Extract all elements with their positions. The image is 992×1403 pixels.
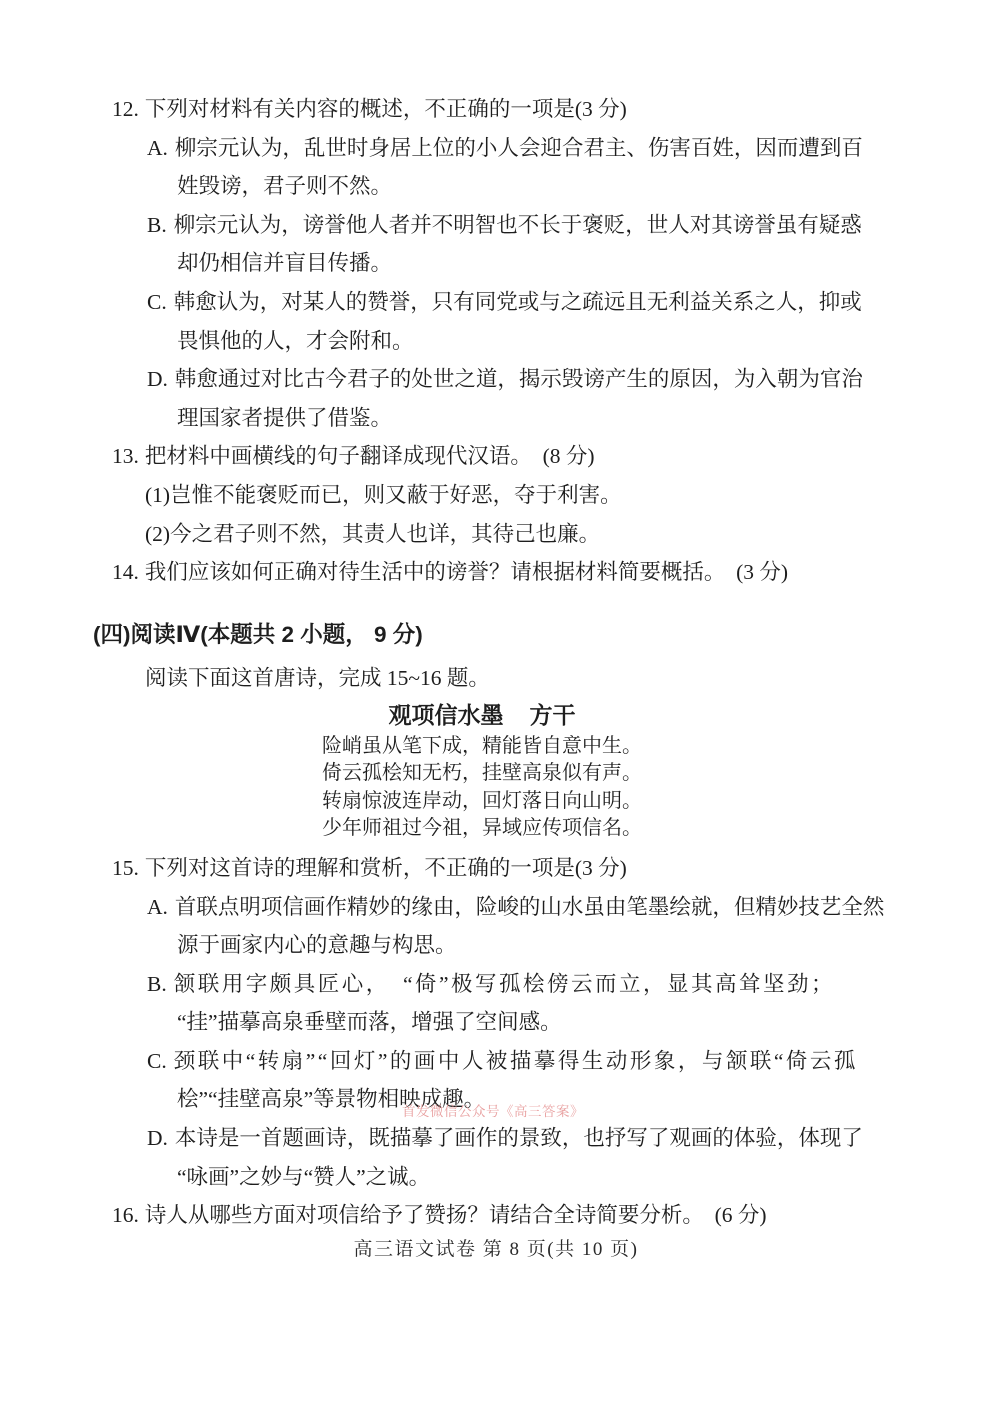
q15-option-a-line2: 源于画家内心的意趣与构思。 <box>177 933 457 958</box>
q16-number: 16. <box>112 1203 139 1228</box>
poem-title: 观项信水墨 <box>388 701 504 728</box>
q14-stem <box>112 553 922 592</box>
q14-number: 14. <box>112 560 139 585</box>
q12-option-a-label: A. <box>147 135 168 160</box>
q15-option-c-text1: 颈联中“转扇”“回灯”的画中人被描摹得生动形象，与颔联“倚云孤 <box>173 1048 858 1073</box>
q15-option-b-line2: “挂”描摹高泉垂壁而落，增强了空间感。 <box>177 1010 562 1035</box>
q15-number: 15. <box>112 855 139 880</box>
page-content <box>93 90 922 1235</box>
q12-option-d-line2: 理国家者提供了借鉴。 <box>177 405 393 430</box>
q13-stem-text: 把材料中画横线的句子翻译成现代汉语。 (8 分) <box>144 444 595 469</box>
poem-line-4: 少年师祖过今祖，异域应传项信名。 <box>322 817 642 840</box>
q12-option-d-line1 <box>147 360 922 399</box>
poem-title-line <box>122 700 842 730</box>
q12-option-c-text1: 韩愈认为，对某人的赞誉，只有同党或与之疏远且无利益关系之人，抑或 <box>173 289 862 314</box>
q13-number: 13. <box>112 444 139 469</box>
page-footer: 高三语文试卷 第 8 页(共 10 页) <box>353 1239 639 1260</box>
poem-author: 方干 <box>529 701 576 728</box>
q15-option-d-text1: 本诗是一首题画诗，既描摹了画作的景致，也抒写了观画的体验，体现了 <box>174 1126 863 1151</box>
q12-option-c-line2: 畏惧他的人，才会附和。 <box>177 328 414 353</box>
q13-item-2: (2)今之君子则不然，其责人也详，其待己也廉。 <box>145 521 601 546</box>
poem-line-1: 险峭虽从笔下成，精能皆自意中生。 <box>322 734 642 757</box>
section4-header: (四)阅读Ⅳ(本题共 2 小题， 9 分) <box>93 621 423 647</box>
q14-stem-text: 我们应该如何正确对待生活中的谤誉？请根据材料简要概括。 (3 分) <box>144 560 789 585</box>
q15-stem-text: 下列对这首诗的理解和赏析，不正确的一项是(3 分) <box>144 855 627 880</box>
q13-item-1: (1)岂惟不能褒贬而已，则又蔽于好恶，夺于利害。 <box>145 482 622 507</box>
q15-option-c-line2: 桧”“挂壁高泉”等景物相映成趣。 <box>177 1087 486 1112</box>
q12-option-a-line1 <box>147 129 922 168</box>
poem-block <box>122 700 842 843</box>
q12-number: 12. <box>112 97 139 121</box>
q15-option-a-line1 <box>147 888 922 927</box>
q12-option-c-label: C. <box>147 289 167 314</box>
q15-option-c-label: C. <box>147 1048 167 1073</box>
q15-option-d-line1 <box>147 1119 922 1158</box>
q15-option-d-line2: “咏画”之妙与“赞人”之诚。 <box>177 1164 431 1189</box>
q12-stem <box>112 90 922 129</box>
q12-option-d-label: D. <box>147 367 168 392</box>
q16-stem-text: 诗人从哪些方面对项信给予了赞扬？请结合全诗简要分析。 (6 分) <box>144 1203 767 1228</box>
q15-stem <box>112 849 922 888</box>
q12-option-b-text1: 柳宗元认为，谤誉他人者并不明智也不长于褒贬，世人对其谤誉虽有疑惑 <box>173 212 862 237</box>
poem-line-2: 倚云孤桧知无朽，挂壁高泉似有声。 <box>322 762 642 785</box>
q15-option-a-text1: 首联点明项信画作精妙的缘由，险峻的山水虽由笔墨绘就，但精妙技艺全然 <box>174 894 885 919</box>
q12-stem-text: 下列对材料有关内容的概述，不正确的一项是(3 分) <box>144 97 627 121</box>
q12-option-b-line1 <box>147 206 922 245</box>
q12-option-b-label: B. <box>147 212 167 237</box>
q12-option-a-line2: 姓毁谤，君子则不然。 <box>177 174 393 199</box>
q15-option-b-text1: 颔联用字颇具匠心， “倚”极写孤桧傍云而立，显其高耸坚劲； <box>173 971 836 996</box>
poem-line-3: 转扇惊波连岸动，回灯落日向山明。 <box>322 789 642 812</box>
q12-option-c-line1 <box>147 283 922 322</box>
section4-intro: 阅读下面这首唐诗，完成 15~16 题。 <box>145 666 490 691</box>
q13-stem <box>112 437 922 476</box>
q16-stem <box>112 1196 922 1235</box>
q15-option-c-line1 <box>147 1042 922 1081</box>
q12-option-d-text1: 韩愈通过对比古今君子的处世之道，揭示毁谤产生的原因，为入朝为官治 <box>174 367 863 392</box>
q15-option-a-label: A. <box>147 894 168 919</box>
q12-option-b-line2: 却仍相信并盲目传播。 <box>177 251 393 276</box>
answers-watermark: 首发微信公众号《高三答案》 <box>402 1104 584 1119</box>
q15-option-b-label: B. <box>147 971 167 996</box>
q15-option-d-label: D. <box>147 1126 168 1151</box>
q12-option-a-text1: 柳宗元认为，乱世时身居上位的小人会迎合君主、伤害百姓，因而遭到百 <box>174 135 863 160</box>
q15-option-b-line1 <box>147 965 922 1004</box>
